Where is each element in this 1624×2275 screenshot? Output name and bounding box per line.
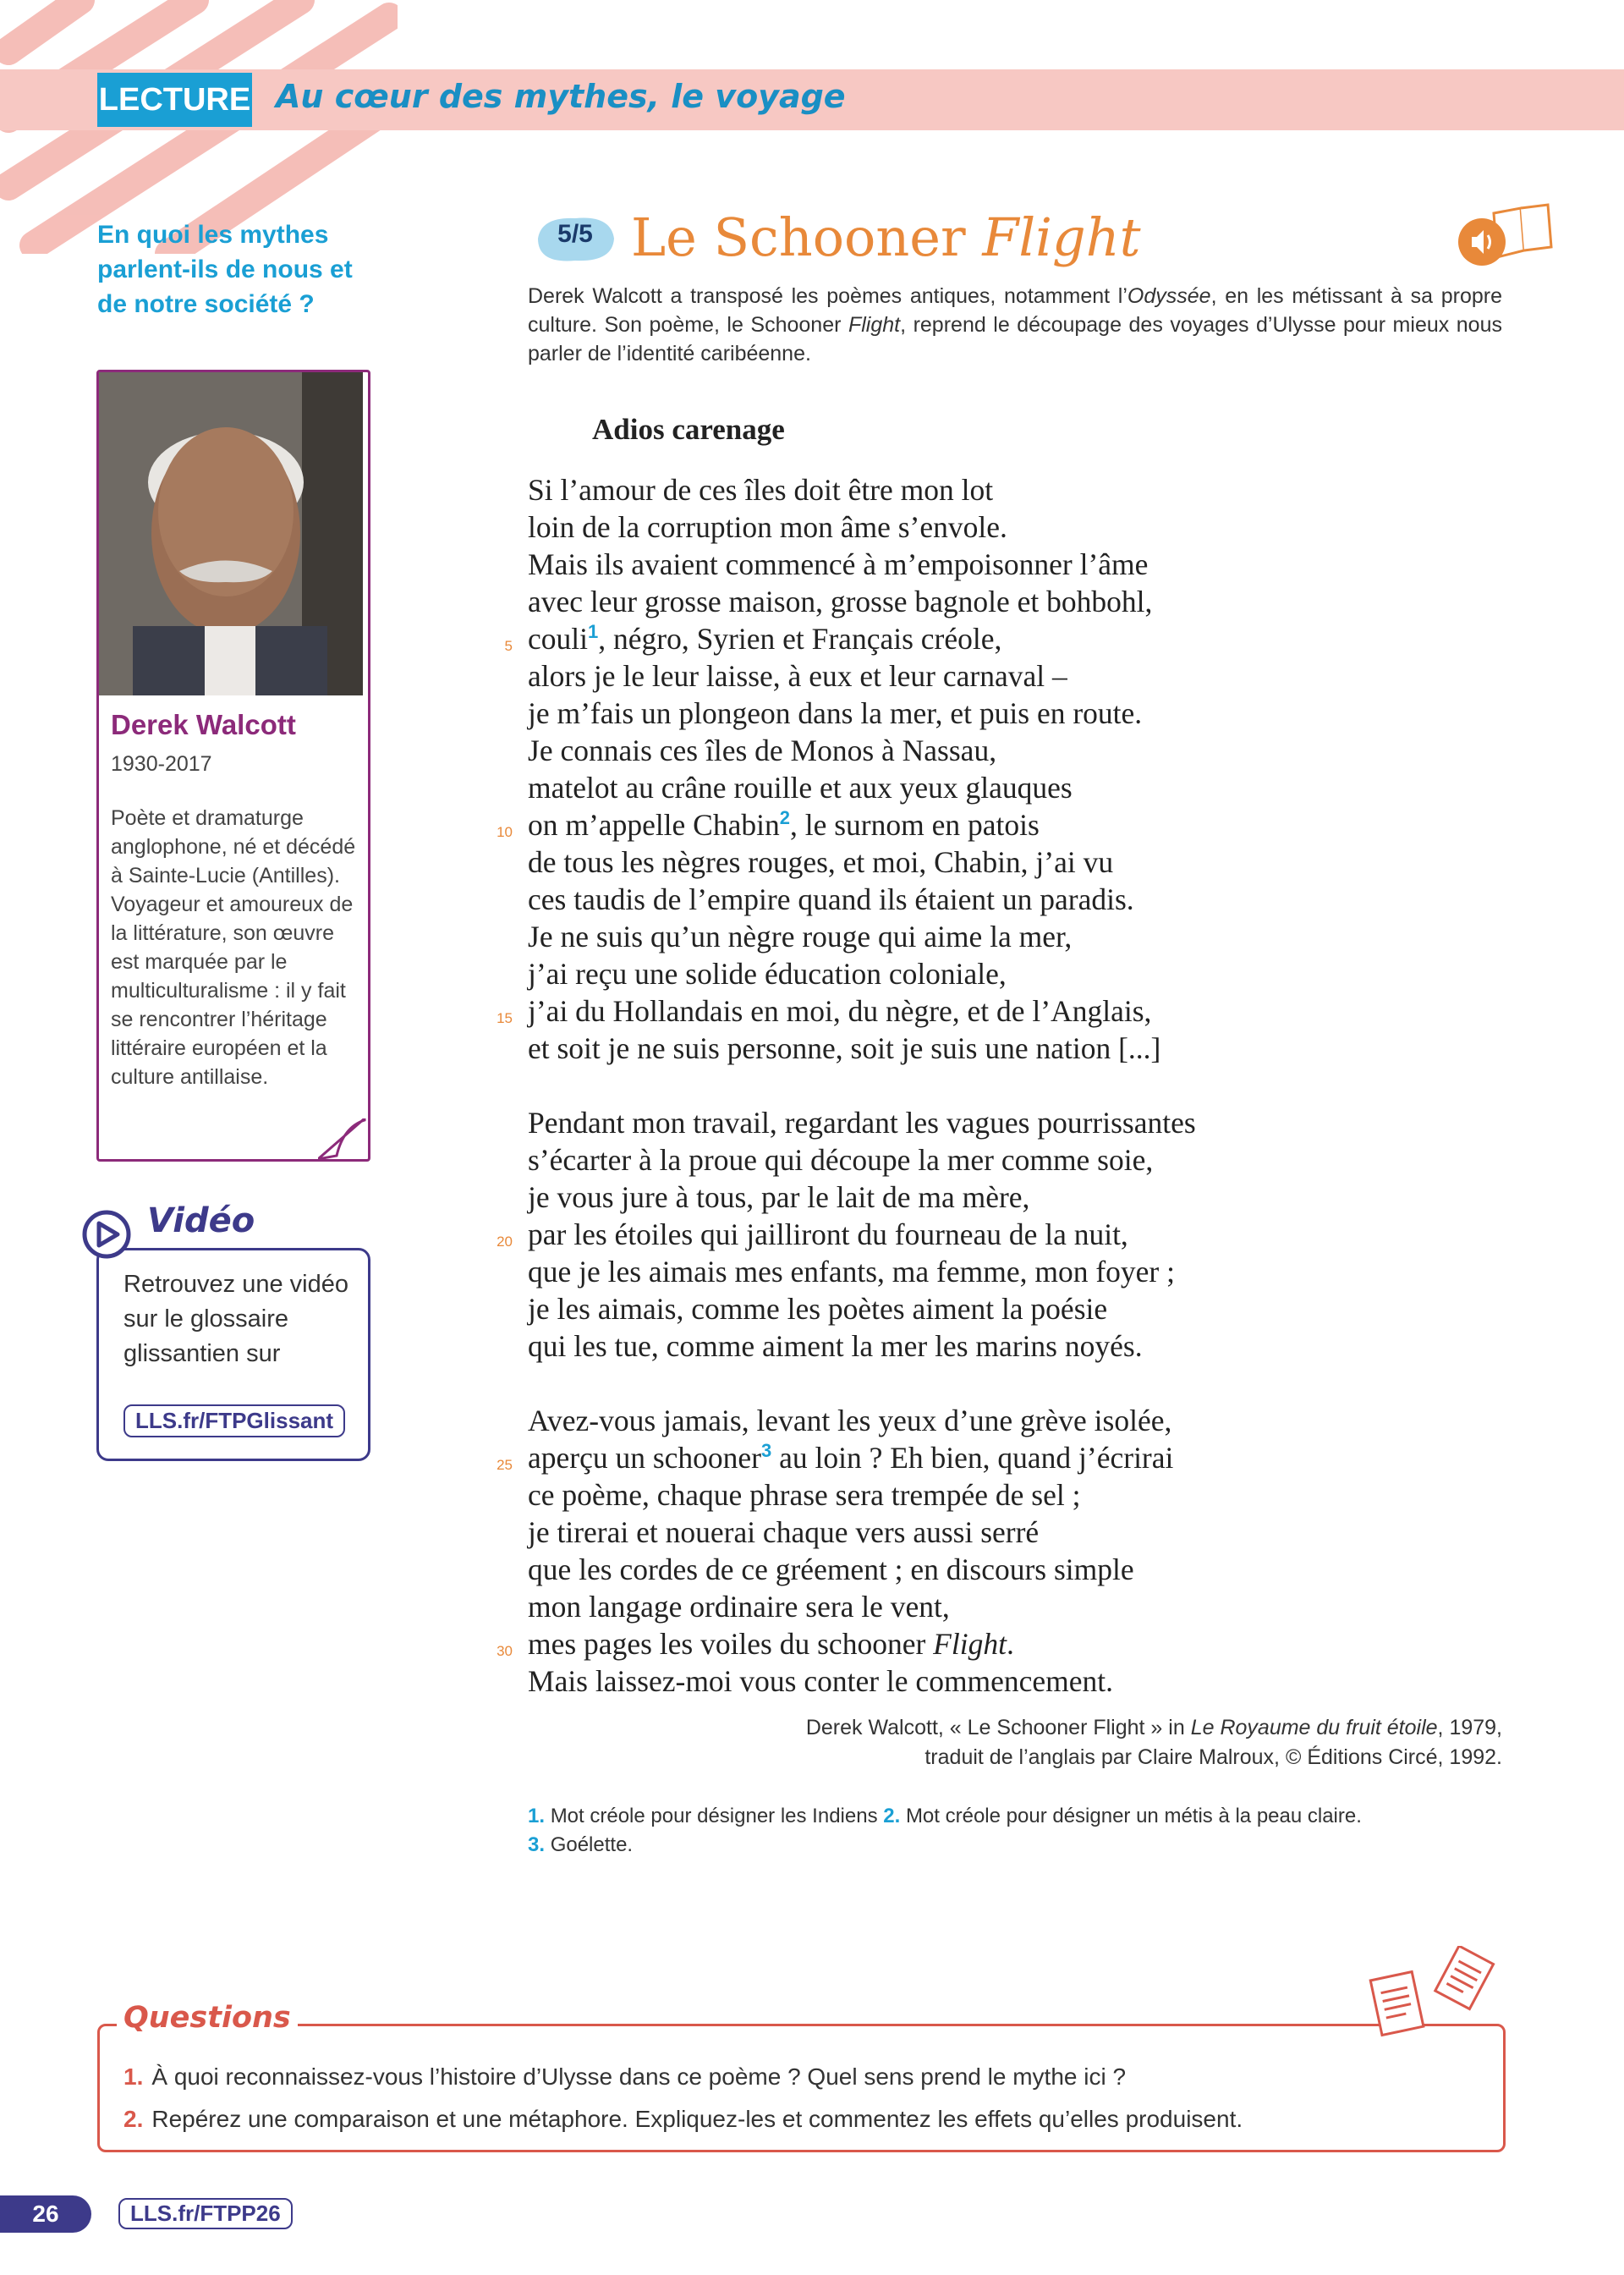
page-curl-decoration — [318, 1118, 369, 1161]
verse — [528, 1440, 1173, 1475]
line-number: 25 — [497, 1457, 513, 1473]
verse: que je les aimais mes enfants, ma femme, mon foyer ; — [528, 1255, 1175, 1289]
verse-part: aperçu un schooner — [528, 1441, 761, 1475]
line-number: 5 — [504, 638, 513, 654]
verse: de tous les nègres rouges, et moi, Chabin, j’ai vu — [528, 845, 1114, 879]
source-part: , 1979, — [1437, 1716, 1502, 1739]
footnote-number: 1. — [528, 1805, 546, 1827]
author-bio: Poète et dramaturge anglophone, né et décédé à Sainte-Lucie (Antilles). Voyageur et amoureux de la littérature, son œuvre est marquée par le multiculturalisme : il y fait se rencontrer l’héritage littéraire européen et la culture antillaise. — [111, 806, 356, 1089]
verse: Mais ils avaient commencé à m’empoisonner l’âme — [528, 547, 1149, 581]
video-link[interactable]: LLS.fr/FTPGlissant — [123, 1404, 345, 1437]
verse: je les aimais, comme les poètes aiment la poésie — [528, 1292, 1108, 1326]
footnote-text: Mot créole pour désigner un métis à la peau claire. — [905, 1805, 1362, 1827]
verse: Si l’amour de ces îles doit être mon lot — [528, 473, 994, 507]
photo-portrait — [99, 372, 363, 695]
text-title — [631, 206, 1141, 268]
intro-part: Derek Walcott a transposé les poèmes antiques, notamment l’ — [528, 284, 1127, 308]
verse: je m’fais un plongeon dans la mer, et puis en route. — [528, 696, 1143, 730]
source-part: Derek Walcott, « Le Schooner Flight » in — [805, 1716, 1191, 1739]
author-name: Derek Walcott — [111, 709, 296, 740]
author-dates: 1930-2017 — [111, 752, 212, 776]
source-book: Le Royaume du fruit étoile — [1190, 1716, 1438, 1739]
text-number: 5/5 — [557, 220, 593, 248]
verse: mon langage ordinaire sera le vent, — [528, 1590, 950, 1624]
verse: Je ne suis qu’un nègre rouge qui aime la mer, — [528, 920, 1073, 953]
verse-part: couli — [528, 622, 588, 656]
question-text: À quoi reconnaissez-vous l’histoire d’Ulysse dans ce poème ? Quel sens prend le mythe ici ? — [151, 2063, 1127, 2090]
footnote-text: Goélette. — [550, 1833, 634, 1856]
verse: que les cordes de ce gréement ; en discours simple — [528, 1552, 1134, 1586]
footnote-number: 2. — [883, 1805, 901, 1827]
note-ref: 2 — [779, 807, 790, 829]
verse: Avez-vous jamais, levant les yeux d’une grève isolée, — [528, 1404, 1172, 1437]
footnote-line — [528, 1802, 1502, 1831]
footnote-text: Mot créole pour désigner les Indiens — [550, 1805, 878, 1827]
chapter-title: Au cœur des mythes, le voyage — [276, 78, 846, 115]
verse: et soit je ne suis personne, soit je suis une nation [...] — [528, 1031, 1161, 1065]
note-ref: 1 — [587, 621, 599, 643]
questions-list — [123, 2056, 1477, 2140]
verse: par les étoiles qui jailliront du fourneau de la nuit, — [528, 1217, 1128, 1251]
verse-part: on m’appelle Chabin — [528, 808, 780, 842]
question-item — [123, 2098, 1477, 2140]
title-main: Le Schooner — [631, 206, 983, 268]
verse — [528, 807, 1040, 843]
intro-part: , reprend le découpage des voyages d’Ulysse pour mieux nous parler de l’identité caribéenne. — [528, 313, 1502, 365]
questions-title: Questions — [117, 2001, 298, 2035]
line-number: 20 — [497, 1234, 513, 1250]
verse — [528, 621, 1001, 657]
verse-part: , négro, Syrien et Français créole, — [598, 622, 1002, 656]
footnotes — [528, 1802, 1502, 1860]
verse-part: au loin ? Eh bien, quand j’écrirai — [771, 1441, 1174, 1475]
verse: s’écarter à la proue qui découpe la mer comme soie, — [528, 1143, 1154, 1177]
page-link[interactable]: LLS.fr/FTPP26 — [118, 2198, 293, 2229]
line-number: 10 — [497, 824, 513, 840]
line-number: 15 — [497, 1010, 513, 1026]
verse: loin de la corruption mon âme s’envole. — [528, 510, 1007, 544]
verse-italic: Flight — [933, 1627, 1007, 1661]
intro-odyssee: Odyssée — [1127, 284, 1211, 308]
intro-part: , en les métissant à sa propre culture. Son poème, le Schooner — [528, 284, 1502, 337]
line-number: 30 — [497, 1643, 513, 1659]
footnote-line — [528, 1831, 1502, 1860]
question-number: 2. — [123, 2106, 144, 2132]
verse: ces taudis de l’empire quand ils étaient un paradis. — [528, 882, 1134, 916]
verse: je tirerai et nouerai chaque vers aussi serré — [528, 1515, 1040, 1549]
text-intro — [528, 282, 1502, 368]
verse: avec leur grosse maison, grosse bagnole et bohbohl, — [528, 585, 1153, 618]
question-number: 1. — [123, 2063, 144, 2090]
verse: alors je le leur laisse, à eux et leur carnaval – — [528, 659, 1067, 693]
footnote-number: 3. — [528, 1833, 546, 1856]
intro-flight: Flight — [848, 313, 901, 337]
verse-part: , le surnom en patois — [789, 808, 1040, 842]
source-line: traduit de l’anglais par Claire Malroux, © Éditions Circé, 1992. — [924, 1745, 1502, 1769]
video-title: Vidéo — [142, 1201, 260, 1240]
section-tag: LECTURE — [97, 73, 252, 127]
audio-book-icon[interactable] — [1451, 201, 1553, 269]
source-citation — [626, 1713, 1502, 1772]
verse: ce poème, chaque phrase sera trempée de sel ; — [528, 1478, 1081, 1512]
verse: j’ai reçu une solide éducation coloniale, — [528, 957, 1007, 991]
problem-question: En quoi les mythes parlent-ils de nous et de notre société ? — [97, 221, 353, 318]
title-italic: Flight — [982, 206, 1141, 268]
play-icon — [82, 1210, 131, 1259]
question-item — [123, 2056, 1477, 2098]
note-ref: 3 — [761, 1440, 772, 1462]
verse — [528, 1626, 1014, 1662]
verse: qui les tue, comme aiment la mer les marins noyés. — [528, 1329, 1143, 1363]
poem-title: Adios carenage — [592, 413, 785, 446]
question-text: Repérez une comparaison et une métaphore. Expliquez-les et commentez les effets qu’elles produisent. — [151, 2106, 1243, 2132]
verse: je vous jure à tous, par le lait de ma mère, — [528, 1180, 1030, 1214]
verse: matelot au crâne rouille et aux yeux glauques — [528, 771, 1073, 805]
video-text: Retrouvez une vidéo sur le glossaire glissantien sur — [123, 1271, 348, 1367]
source-line — [626, 1713, 1502, 1743]
verse: j’ai du Hollandais en moi, du nègre, et de l’Anglais, — [528, 994, 1152, 1028]
page-number: 26 — [0, 2195, 91, 2233]
verse-part: mes pages les voiles du schooner — [528, 1627, 934, 1661]
verse-part: . — [1006, 1627, 1014, 1661]
verse: Je connais ces îles de Monos à Nassau, — [528, 734, 997, 767]
paper-sheets-icon — [1363, 1946, 1507, 2047]
verse: Mais laissez-moi vous conter le commencement. — [528, 1664, 1114, 1698]
verse: Pendant mon travail, regardant les vagues pourrissantes — [528, 1106, 1196, 1140]
